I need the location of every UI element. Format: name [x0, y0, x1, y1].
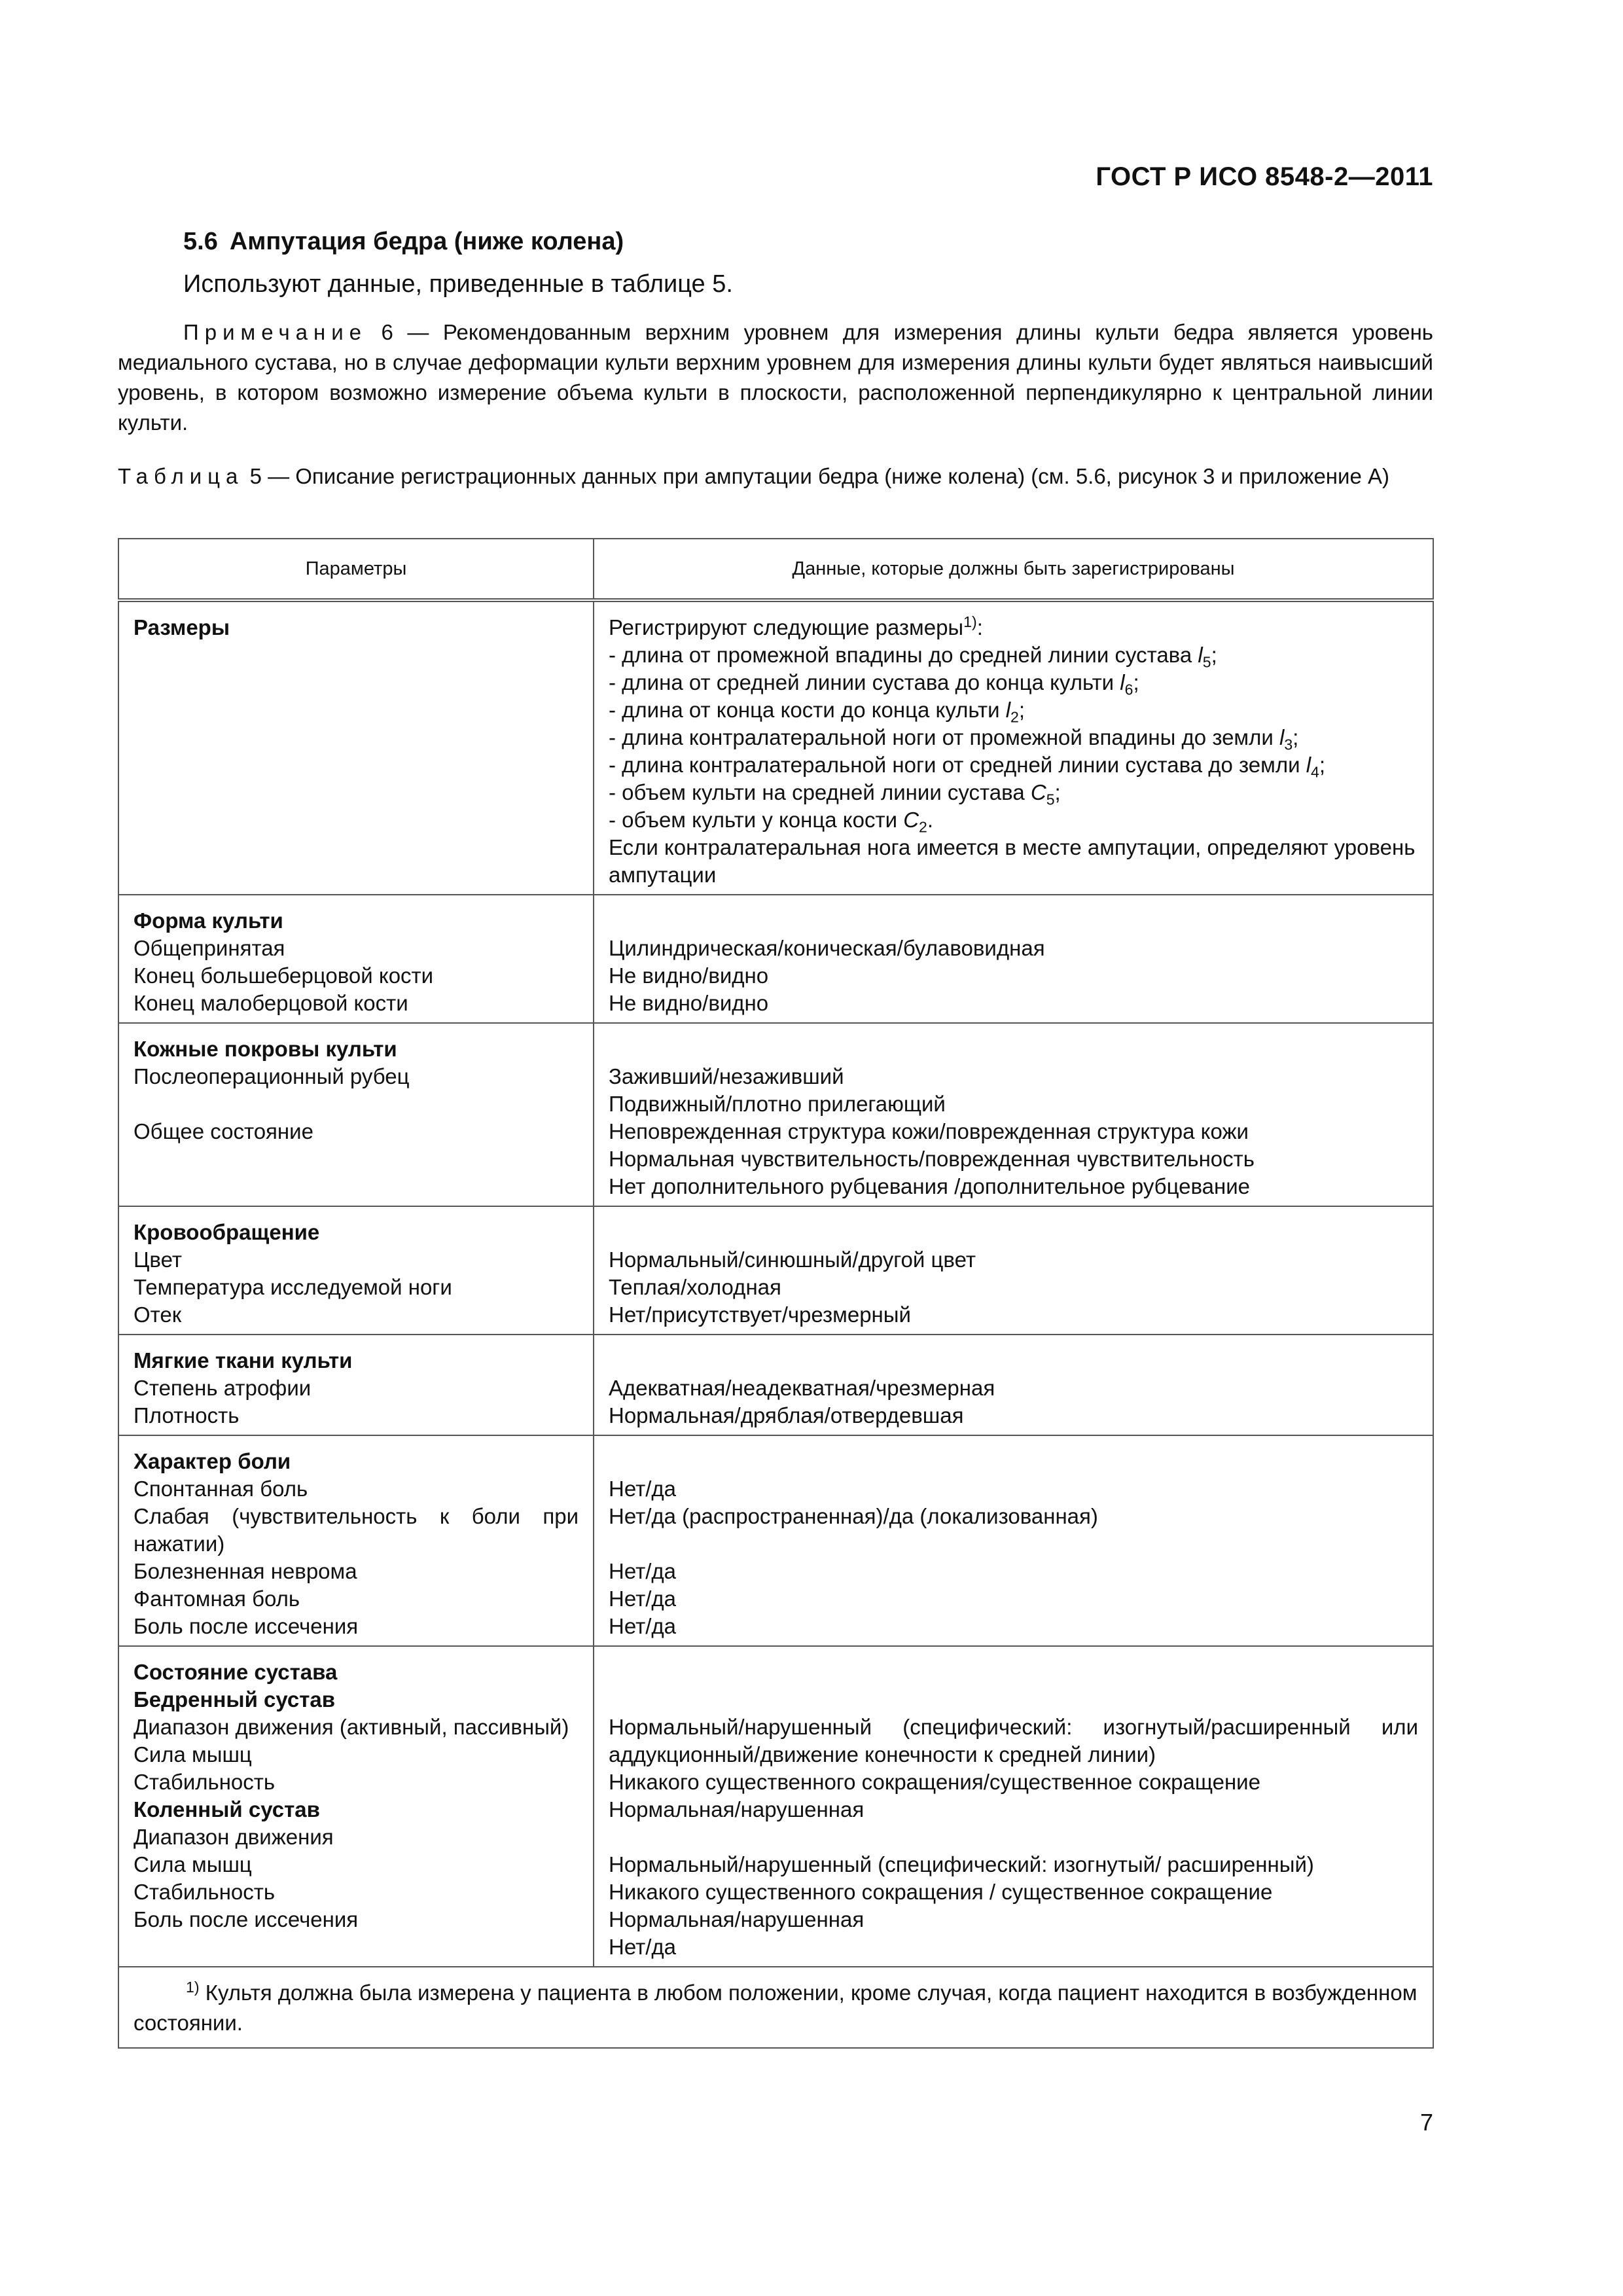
param-label: Конец большеберцовой кости	[134, 963, 434, 988]
table-caption-text: 5 — Описание регистрационных данных при ампутации бедра (ниже колена) (см. 5.6, рисунок 3 и приложение А)	[249, 464, 1389, 488]
section-title	[183, 228, 624, 256]
param-cell	[118, 600, 594, 895]
param-label: Общее состояние	[134, 1119, 313, 1143]
header-data: Данные, которые должны быть зарегистрированы	[594, 539, 1433, 600]
data-value: Цилиндрическая/коническая/булавовидная	[609, 936, 1045, 960]
param-label: Диапазон движения	[134, 1825, 334, 1849]
table-header-row	[118, 539, 1433, 600]
param-label: Стабильность	[134, 1770, 276, 1794]
note-label: Примечание	[183, 320, 368, 344]
data-value: Нет/да	[609, 1614, 676, 1638]
data-value: Не видно/видно	[609, 963, 769, 988]
param-label: Конец малоберцовой кости	[134, 991, 408, 1015]
page-number: 7	[1419, 2109, 1433, 2136]
row-subtitle: Коленный сустав	[134, 1797, 320, 1821]
data-cell	[594, 1023, 1433, 1206]
note-paragraph	[118, 317, 1433, 438]
table-caption	[118, 461, 1433, 492]
row-title: Мягкие ткани культи	[134, 1348, 353, 1372]
param-label: Фантомная боль	[134, 1587, 300, 1611]
data-value: Нет/да	[609, 1935, 676, 1959]
table-row	[118, 600, 1433, 895]
data-value: Нормальная чувствительность/поврежденная чувствительность	[609, 1147, 1255, 1171]
section-intro: Используют данные, приведенные в таблице 5.	[183, 270, 733, 298]
param-label: Болезненная неврома	[134, 1559, 357, 1583]
data-value: Нормальная/нарушенная	[609, 1797, 865, 1821]
note-text: 6 — Рекомендованным верхним уровнем для измерения длины культи бедра является уровень медиального сустава, но в случае деформации культи верхним уровнем для измерения длины культи будет являться наивысший уровень, в котором возможно измерение объема культи в плоскости, расположенной перпендикулярно к центральной линии культи.	[118, 320, 1433, 435]
table-row	[118, 1435, 1433, 1646]
param-label: Стабильность	[134, 1880, 276, 1904]
sizes-lead: Регистрируют следующие размеры$^{1)}$:	[609, 613, 983, 639]
data-value: Подвижный/плотно прилегающий	[609, 1092, 946, 1116]
data-value: Нет/да	[609, 1559, 676, 1583]
data-value: Адекватная/неадекватная/чрезмерная	[609, 1376, 995, 1400]
param-label: Степень атрофии	[134, 1376, 312, 1400]
list-item: - объем культи на средней линии сустава $C_5$;	[609, 780, 1061, 808]
param-label: Плотность	[134, 1403, 240, 1427]
data-value: Теплая/холодная	[609, 1275, 781, 1299]
data-value: Нормальная/дряблая/отвердевшая	[609, 1403, 964, 1427]
table-row	[118, 1023, 1433, 1206]
table-row	[118, 895, 1433, 1023]
list-item: - длина от промежной впадины до средней линии сустава $l_5$;	[609, 643, 1217, 671]
list-item: - длина контралатеральной ноги от промежной впадины до земли $l_3$;	[609, 725, 1299, 753]
header-params: Параметры	[118, 539, 594, 600]
data-value: Заживший/незаживший	[609, 1064, 844, 1088]
table-caption-label: Таблица	[118, 464, 244, 488]
data-cell	[594, 1646, 1433, 1967]
data-value: Нормальный/нарушенный (специфический: изогнутый/расширенный или аддукционный/движение конечности к средней линии)	[609, 1715, 1418, 1767]
param-label: Сила мышц	[134, 1852, 252, 1876]
section-title-text: Ампутация бедра (ниже колена)	[229, 228, 624, 255]
table-footnote	[118, 1967, 1433, 2048]
param-label: Цвет	[134, 1247, 182, 1272]
document-code: ГОСТ Р ИСО 8548-2—2011	[1096, 162, 1433, 191]
data-value: Нет/да	[609, 1477, 676, 1501]
param-label: Послеоперационный рубец	[134, 1064, 410, 1088]
data-cell	[594, 600, 1433, 895]
data-value: Нет дополнительного рубцевания /дополнительное рубцевание	[609, 1174, 1250, 1198]
param-label: Температура исследуемой ноги	[134, 1275, 452, 1299]
table-footnote-row	[118, 1967, 1433, 2048]
row-subtitle: Бедренный сустав	[134, 1687, 336, 1712]
section-number: 5.6	[183, 228, 218, 255]
data-value: Не видно/видно	[609, 991, 769, 1015]
table-row	[118, 1335, 1433, 1435]
row-title: Кожные покровы культи	[134, 1037, 397, 1061]
data-value: Нет/да	[609, 1587, 676, 1611]
param-label: Общепринятая	[134, 936, 285, 960]
param-cell	[118, 1335, 594, 1435]
data-value: Нормальный/нарушенный (специфический: изогнутый/ расширенный)	[609, 1852, 1314, 1876]
data-cell	[594, 1435, 1433, 1646]
sizes-tail: Если контралатеральная нога имеется в месте ампутации, определяют уровень ампутации	[609, 835, 1416, 887]
list-item: - объем культи у конца кости $C_2$.	[609, 808, 934, 836]
row-title: Состояние сустава	[134, 1660, 338, 1684]
data-value: Никакого существенного сокращения / существенное сокращение	[609, 1880, 1273, 1904]
data-value: Нет/да (распространенная)/да (локализованная)	[609, 1504, 1098, 1528]
param-label: Диапазон движения (активный, пассивный)	[134, 1715, 569, 1739]
row-title: Форма культи	[134, 908, 283, 933]
table-row	[118, 1646, 1433, 1967]
param-label: Боль после иссечения	[134, 1907, 359, 1931]
data-cell	[594, 1335, 1433, 1435]
data-value: Нормальная/нарушенная	[609, 1907, 865, 1931]
list-item: - длина от конца кости до конца культи $l_2$;	[609, 698, 1026, 726]
footnote-mark: 1)	[186, 1979, 200, 1996]
registration-table	[118, 538, 1434, 2049]
table-row	[118, 1206, 1433, 1335]
data-cell	[594, 895, 1433, 1023]
param-label: Слабая (чувствительность к боли при нажатии)	[134, 1504, 579, 1556]
param-label: Спонтанная боль	[134, 1477, 308, 1501]
list-item: - длина от средней линии сустава до конца культи $l_6$;	[609, 670, 1139, 698]
data-value: Неповрежденная структура кожи/поврежденная структура кожи	[609, 1119, 1249, 1143]
data-value: Никакого существенного сокращения/существенное сокращение	[609, 1770, 1260, 1794]
row-title: Кровообращение	[134, 1220, 320, 1244]
param-cell	[118, 1206, 594, 1335]
param-cell	[118, 895, 594, 1023]
param-label: Боль после иссечения	[134, 1614, 359, 1638]
footnote-text: Культя должна была измерена у пациента в любом положении, кроме случая, когда пациент находится в возбужденном состоянии.	[134, 1981, 1418, 2035]
row-title: Размеры	[134, 615, 230, 639]
data-value: Нет/присутствует/чрезмерный	[609, 1302, 911, 1327]
param-label: Отек	[134, 1302, 182, 1327]
data-value: Нормальный/синюшный/другой цвет	[609, 1247, 976, 1272]
param-cell	[118, 1435, 594, 1646]
param-cell	[118, 1646, 594, 1967]
param-cell	[118, 1023, 594, 1206]
row-title: Характер боли	[134, 1449, 291, 1473]
list-item: - длина контралатеральной ноги от средней линии сустава до земли $l_4$;	[609, 753, 1326, 781]
param-label: Сила мышц	[134, 1742, 252, 1767]
data-cell	[594, 1206, 1433, 1335]
